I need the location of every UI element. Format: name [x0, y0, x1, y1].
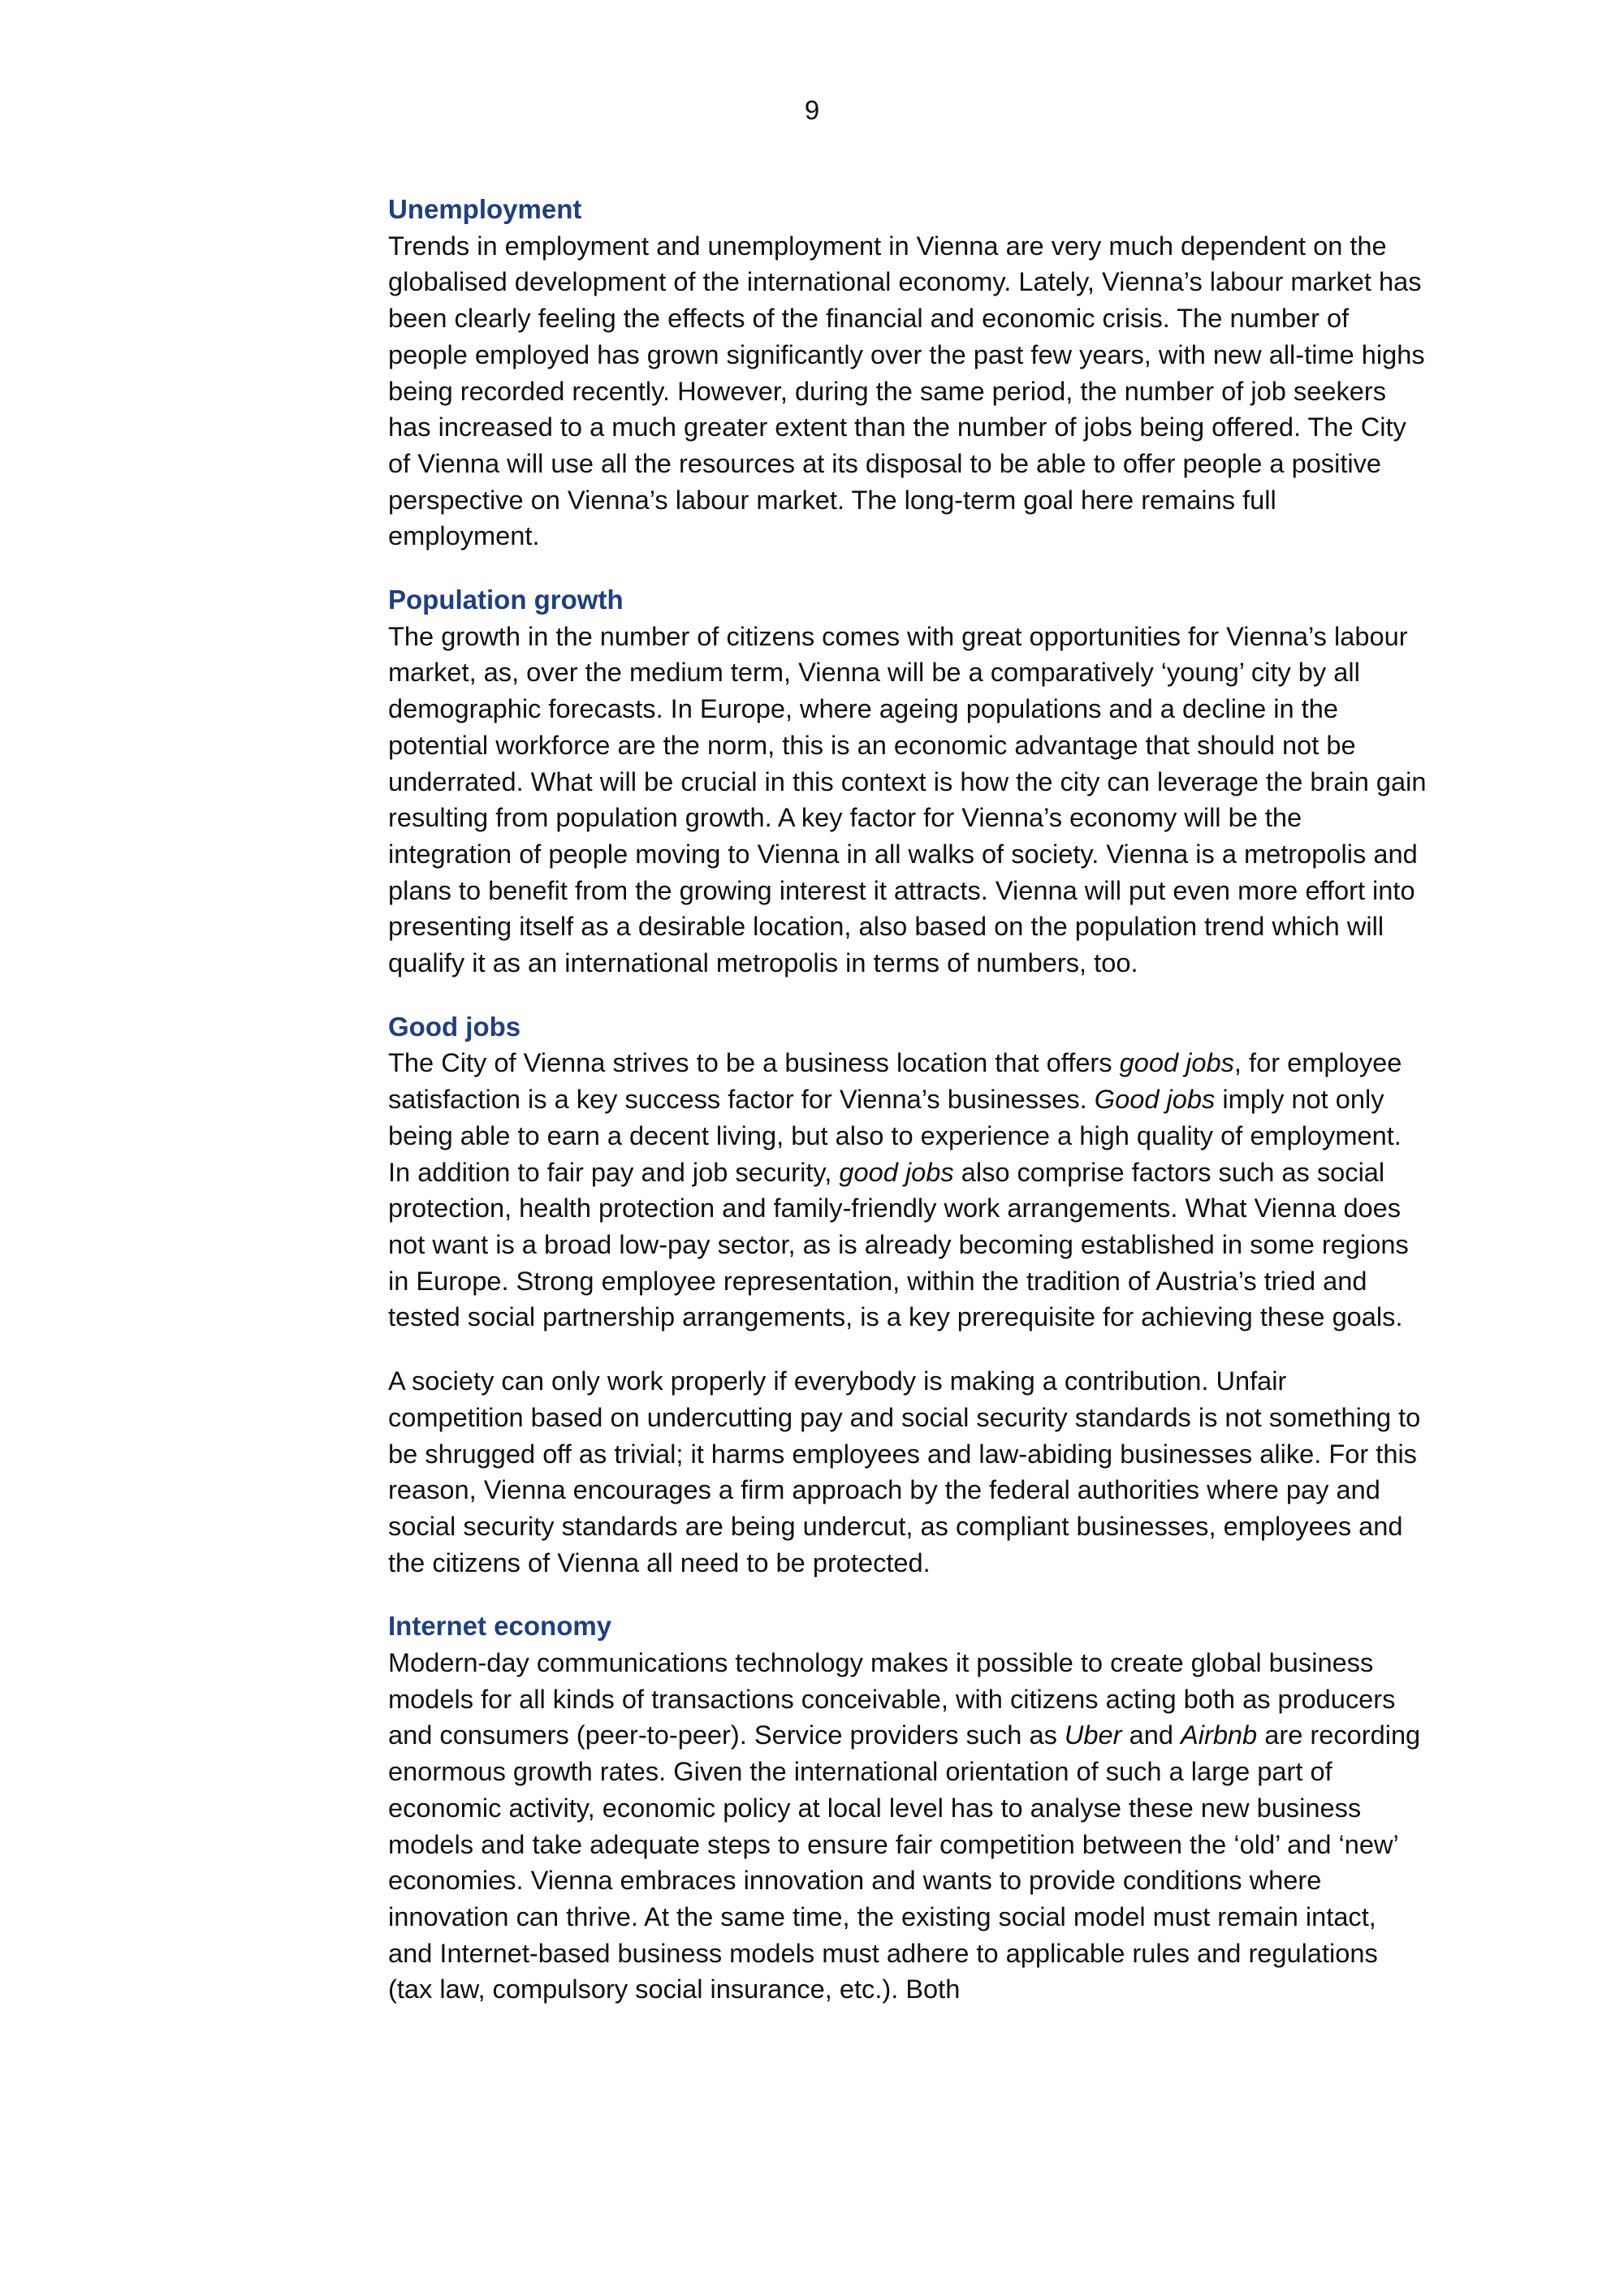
- paragraph-good-jobs-1: [388, 1045, 1427, 1336]
- section-heading-unemployment: Unemployment: [388, 194, 582, 224]
- paragraph-internet-economy: [388, 1645, 1427, 2008]
- page-number: 9: [804, 95, 820, 125]
- text-run: are recording enormous growth rates. Given the international orientation of such a large part of economic activity, economic policy at local level has to analyse these new business models and take adequate steps to ensure fair competition between the ‘old’ and ‘new’ economies. Vienna embraces innovation and wants to provide conditions where innovation can thrive. At the same time, the existing social model must remain intact, and Internet-based business models must adhere to applicable rules and regulations (tax law, compulsory social insurance, etc.). Both: [388, 1720, 1421, 2005]
- section-unemployment: [388, 192, 1427, 555]
- section-heading-population-growth: Population growth: [388, 585, 624, 615]
- section-heading-good-jobs: Good jobs: [388, 1011, 521, 1042]
- document-body: [388, 192, 1427, 2035]
- section-good-jobs: [388, 1009, 1427, 1582]
- text-run: also comprise factors such as social protection, health protection and family-friendly work arrangements. What Vienna does not want is a broad low-pay sector, as is already becoming established in some regions in Europe. Strong employee representation, within the tradition of Austria’s tried and tested social partnership arrangements, is a key prerequisite for achieving these goals.: [388, 1156, 1409, 1332]
- text-run: imply not only being able to earn a decent living, but also to experience a high quality of employment. In addition to fair pay and job security,: [388, 1084, 1402, 1187]
- text-run: and: [1121, 1720, 1181, 1750]
- paragraph-good-jobs-2: A society can only work properly if everybody is making a contribution. Unfair competition based on undercutting pay and social security standards is not something to be shrugged off as trivial; it harms employees and law-abiding businesses alike. For this reason, Vienna encourages a firm approach by the federal authorities where pay and social security standards are being undercut, as compliant businesses, employees and the citizens of Vienna all need to be protected.: [388, 1366, 1421, 1577]
- italic-term: Good jobs: [1094, 1084, 1216, 1115]
- text-run: , for employee satisfaction is a key success factor for Vienna’s businesses.: [388, 1047, 1402, 1115]
- italic-term: good jobs: [1119, 1047, 1234, 1078]
- italic-term: good jobs: [839, 1156, 954, 1187]
- text-run: Modern-day communications technology makes it possible to create global business models for all kinds of transactions conceivable, with citizens acting both as producers and consumers (peer-to-peer). Service providers such as: [388, 1647, 1396, 1750]
- text-run: The City of Vienna strives to be a business location that offers: [388, 1047, 1120, 1078]
- section-heading-internet-economy: Internet economy: [388, 1611, 612, 1642]
- section-internet-economy: [388, 1608, 1427, 2008]
- section-population-growth: [388, 582, 1427, 982]
- italic-term: Airbnb: [1181, 1720, 1258, 1750]
- italic-term: Uber: [1064, 1720, 1122, 1750]
- paragraph-unemployment: Trends in employment and unemployment in Vienna are very much dependent on the globalised development of the international economy. Lately, Vienna’s labour market has been clearly feeling the effects of the financial and economic crisis. The number of people employed has grown significantly over the past few years, with new all-time highs being recorded recently. However, during the same period, the number of job seekers has increased to a much greater extent than the number of jobs being offered. The City of Vienna will use all the resources at its disposal to be able to offer people a positive perspective on Vienna’s labour market. The long-term goal here remains full employment.: [388, 230, 1425, 551]
- paragraph-population-growth: The growth in the number of citizens comes with great opportunities for Vienna’s labour market, as, over the medium term, Vienna will be a comparatively ‘young’ city by all demographic forecasts. In Europe, where ageing populations and a decline in the potential workforce are the norm, this is an economic advantage that should not be underrated. What will be crucial in this context is how the city can leverage the brain gain resulting from population growth. A key factor for Vienna’s economy will be the integration of people moving to Vienna in all walks of society. Vienna is a metropolis and plans to benefit from the growing interest it attracts. Vienna will put even more effort into presenting itself as a desirable location, also based on the population trend which will qualify it as an international metropolis in terms of numbers, too.: [388, 620, 1427, 978]
